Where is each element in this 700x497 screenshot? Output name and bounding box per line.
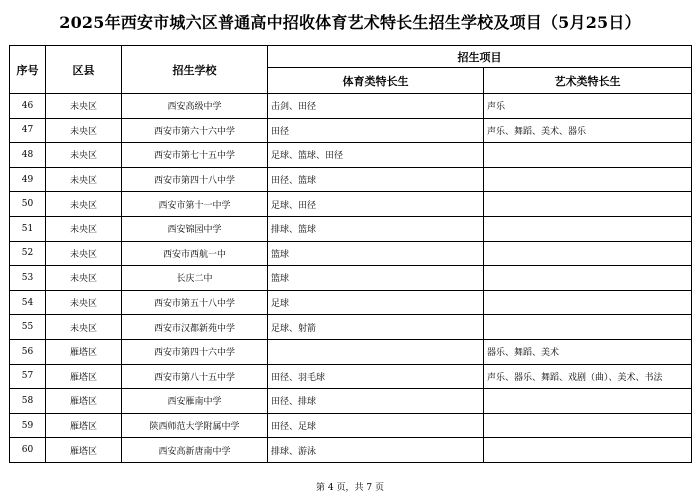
cell-sports: 田径 [268, 118, 484, 143]
cell-sports: 田径、排球 [268, 389, 484, 414]
cell-sports: 足球、篮球、田径 [268, 143, 484, 168]
table-row [10, 339, 692, 364]
header-school: 招生学校 [122, 46, 268, 94]
cell-no: 60 [10, 438, 46, 463]
cell-arts [484, 192, 692, 217]
cell-arts [484, 143, 692, 168]
cell-school: 长庆二中 [122, 266, 268, 291]
cell-arts [484, 241, 692, 266]
cell-arts [484, 438, 692, 463]
cell-district: 未央区 [46, 266, 122, 291]
cell-school: 陕西师范大学附属中学 [122, 413, 268, 438]
cell-district: 雁塔区 [46, 389, 122, 414]
cell-arts [484, 389, 692, 414]
cell-district: 雁塔区 [46, 339, 122, 364]
page-footer: 第 4 页，共 7 页 [316, 483, 384, 493]
cell-sports [268, 339, 484, 364]
cell-school: 西安市第五十八中学 [122, 290, 268, 315]
cell-school: 西安雁南中学 [122, 389, 268, 414]
table-row [10, 192, 692, 217]
cell-arts: 声乐、舞蹈、美术、器乐 [484, 118, 692, 143]
cell-sports: 击剑、田径 [268, 94, 484, 119]
cell-no: 58 [10, 389, 46, 414]
header-projects: 招生项目 [268, 46, 692, 68]
cell-sports: 足球、射箭 [268, 315, 484, 340]
cell-district: 未央区 [46, 167, 122, 192]
cell-sports: 篮球 [268, 241, 484, 266]
cell-school: 西安市第四十八中学 [122, 167, 268, 192]
cell-district: 雁塔区 [46, 413, 122, 438]
cell-district: 未央区 [46, 290, 122, 315]
cell-school: 西安市西航一中 [122, 241, 268, 266]
cell-school: 西安锦园中学 [122, 216, 268, 241]
cell-arts [484, 315, 692, 340]
table-row [10, 290, 692, 315]
cell-no: 59 [10, 413, 46, 438]
cell-district: 未央区 [46, 94, 122, 119]
cell-no: 51 [10, 216, 46, 241]
cell-school: 西安市第七十五中学 [122, 143, 268, 168]
cell-no: 55 [10, 315, 46, 340]
cell-sports: 足球 [268, 290, 484, 315]
cell-district: 未央区 [46, 143, 122, 168]
cell-no: 50 [10, 192, 46, 217]
table-row [10, 315, 692, 340]
cell-sports: 排球、篮球 [268, 216, 484, 241]
table-row [10, 241, 692, 266]
table-body [10, 94, 692, 463]
cell-no: 46 [10, 94, 46, 119]
cell-no: 49 [10, 167, 46, 192]
cell-no: 53 [10, 266, 46, 291]
table-row [10, 216, 692, 241]
table-row [10, 167, 692, 192]
schools-table [9, 45, 692, 463]
table-row [10, 94, 692, 119]
cell-no: 56 [10, 339, 46, 364]
header-no: 序号 [10, 46, 46, 94]
cell-district: 未央区 [46, 315, 122, 340]
cell-district: 未央区 [46, 118, 122, 143]
cell-no: 54 [10, 290, 46, 315]
cell-arts [484, 216, 692, 241]
cell-arts [484, 266, 692, 291]
cell-district: 未央区 [46, 216, 122, 241]
cell-sports: 足球、田径 [268, 192, 484, 217]
cell-school: 西安市第八十五中学 [122, 364, 268, 389]
cell-sports: 田径、篮球 [268, 167, 484, 192]
cell-sports: 排球、游泳 [268, 438, 484, 463]
cell-school: 西安市汉都新苑中学 [122, 315, 268, 340]
cell-school: 西安市第十一中学 [122, 192, 268, 217]
cell-arts [484, 413, 692, 438]
table-row [10, 266, 692, 291]
cell-no: 57 [10, 364, 46, 389]
cell-arts: 器乐、舞蹈、美术 [484, 339, 692, 364]
cell-no: 48 [10, 143, 46, 168]
cell-district: 未央区 [46, 192, 122, 217]
table-row [10, 364, 692, 389]
cell-district: 未央区 [46, 241, 122, 266]
cell-arts: 声乐 [484, 94, 692, 119]
cell-school: 西安高级中学 [122, 94, 268, 119]
cell-sports: 田径、足球 [268, 413, 484, 438]
cell-arts [484, 290, 692, 315]
cell-no: 52 [10, 241, 46, 266]
table-row [10, 413, 692, 438]
header-district: 区县 [46, 46, 122, 94]
table-row [10, 438, 692, 463]
cell-district: 雁塔区 [46, 364, 122, 389]
table-row [10, 143, 692, 168]
cell-sports: 田径、羽毛球 [268, 364, 484, 389]
header-arts: 艺术类特长生 [484, 68, 692, 94]
table-row [10, 118, 692, 143]
cell-school: 西安市第六十六中学 [122, 118, 268, 143]
cell-school: 西安高新唐南中学 [122, 438, 268, 463]
cell-arts [484, 167, 692, 192]
table-row [10, 389, 692, 414]
cell-arts: 声乐、器乐、舞蹈、戏剧（曲）、美术、书法 [484, 364, 692, 389]
cell-school: 西安市第四十六中学 [122, 339, 268, 364]
cell-sports: 篮球 [268, 266, 484, 291]
header-sports: 体育类特长生 [268, 68, 484, 94]
cell-no: 47 [10, 118, 46, 143]
cell-district: 雁塔区 [46, 438, 122, 463]
page-title: 2025年西安市城六区普通高中招收体育艺术特长生招生学校及项目（5月25日） [59, 13, 641, 32]
